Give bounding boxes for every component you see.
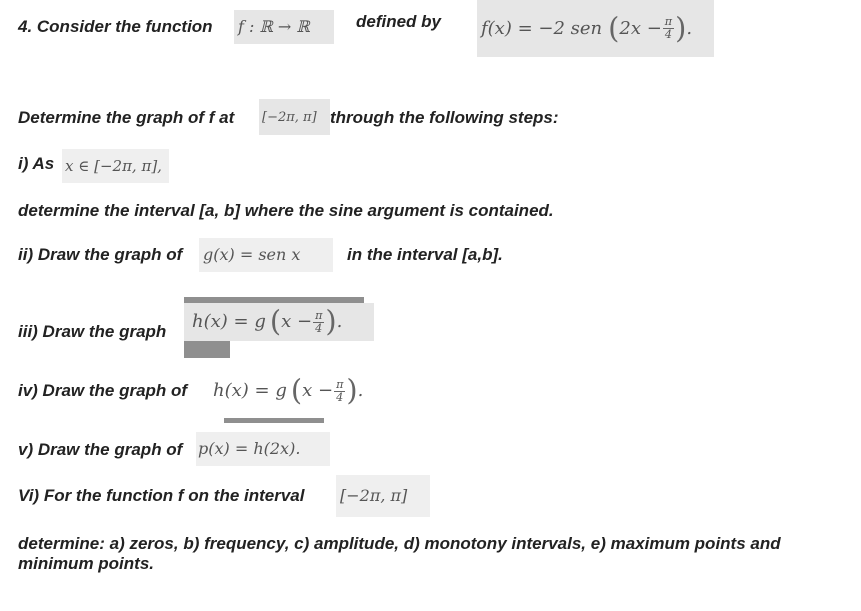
question-heading: 4. Consider the function — [18, 17, 213, 36]
fraction-denominator: 4 — [664, 28, 673, 41]
period-text: . — [336, 311, 343, 332]
pi-over-four-fraction — [663, 16, 674, 40]
sine-function-formula — [199, 238, 333, 272]
step-i-instruction: determine the interval [a, b] where the sine argument is contained. — [18, 201, 554, 220]
pi-over-four-fraction — [334, 379, 345, 403]
close-paren-icon: ) — [325, 304, 337, 339]
fraction-denominator: 4 — [315, 321, 323, 335]
domain-condition-formula — [62, 149, 169, 183]
open-paren-icon: ( — [269, 304, 282, 339]
close-paren-icon: ) — [675, 10, 687, 45]
domain-condition-text: x ∈ [−2π, π], — [65, 156, 162, 175]
function-map-text: f : ℝ → ℝ — [238, 17, 310, 36]
fx-arg-text: 2x − — [619, 17, 662, 39]
hx-arg-text: x − — [302, 380, 334, 401]
h-shift-formula-1 — [184, 303, 374, 341]
step-ii-interval-text: in the interval [a,b]. — [347, 245, 503, 264]
fraction-denominator: 4 — [336, 390, 344, 404]
hx-text: h(x) = g — [192, 311, 266, 332]
open-paren-icon: ( — [608, 10, 620, 45]
interval-formula-2 — [336, 475, 430, 517]
period-text: . — [357, 380, 364, 401]
scan-bar-line — [224, 418, 324, 423]
defined-by-text: defined by — [356, 12, 442, 31]
gx-text: g(x) = sen x — [203, 245, 301, 264]
interval-formula — [259, 99, 330, 135]
function-definition-formula — [477, 0, 714, 57]
step-iv-label: iv) Draw the graph of — [18, 381, 188, 400]
steps-text: through the following steps: — [330, 108, 559, 127]
step-v-label: v) Draw the graph of — [18, 440, 183, 459]
interval-text: [−2π, π] — [262, 109, 317, 125]
step-ii-label: ii) Draw the graph of — [18, 245, 183, 264]
hx-text: h(x) = g — [213, 380, 287, 401]
fx-text: f(x) = −2 sen — [481, 17, 603, 39]
hx-arg-text: x − — [281, 311, 313, 332]
step-vi-label: Vi) For the function f on the interval — [18, 486, 305, 505]
p-function-formula — [196, 432, 330, 466]
period-text: . — [686, 17, 693, 39]
fraction-numerator: π — [664, 15, 673, 29]
fraction-numerator: π — [336, 377, 344, 391]
close-paren-icon: ) — [346, 373, 358, 408]
h-shift-formula-2 — [209, 364, 389, 418]
fraction-numerator: π — [315, 308, 323, 322]
step-vi-instruction-line1: determine: a) zeros, b) frequency, c) amplitude, d) monotony intervals, e) maximum points and — [18, 534, 781, 553]
step-i-label: i) As — [18, 154, 55, 173]
open-paren-icon: ( — [290, 373, 303, 408]
pi-over-four-fraction — [313, 310, 324, 334]
function-domain-formula — [234, 10, 334, 44]
scan-bar-bottom — [184, 341, 230, 358]
px-text: p(x) = h(2x). — [198, 439, 301, 458]
step-iii-label: iii) Draw the graph — [18, 322, 167, 341]
interval-text: [−2π, π] — [340, 486, 408, 505]
determine-graph-text: Determine the graph of f at — [18, 108, 235, 127]
step-vi-instruction-line2: minimum points. — [18, 554, 154, 573]
